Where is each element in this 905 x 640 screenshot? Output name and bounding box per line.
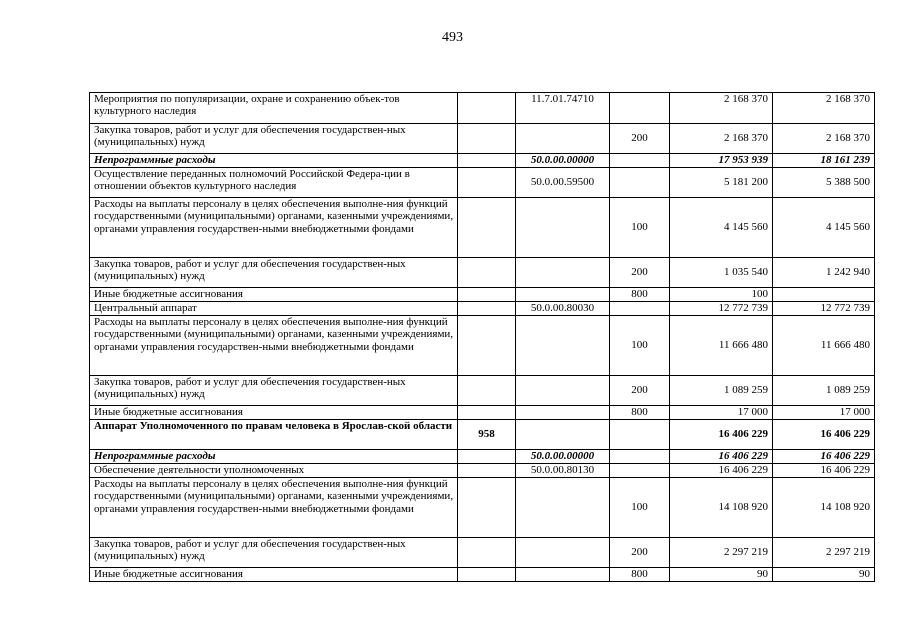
row-amount-2: 5 388 500 (773, 168, 875, 198)
row-target-article (516, 258, 610, 288)
row-name: Расходы на выплаты персоналу в целях обеспечения выполне-ния функций государственными (муниципальными) органами, казенными учреждениями, органами управления государствен-ными внебюджетными фондами (90, 198, 458, 258)
row-amount-1: 16 406 229 (670, 464, 773, 478)
row-target-article (516, 316, 610, 376)
row-amount-1: 1 035 540 (670, 258, 773, 288)
row-department-code (458, 538, 516, 568)
row-target-article (516, 406, 610, 420)
row-department-code (458, 302, 516, 316)
table-row (90, 198, 875, 258)
row-amount-2: 17 000 (773, 406, 875, 420)
row-department-code (458, 406, 516, 420)
row-expense-type: 800 (610, 288, 670, 302)
row-target-article: 11.7.01.74710 (516, 93, 610, 124)
row-target-article (516, 478, 610, 538)
row-amount-2: 18 161 239 (773, 154, 875, 168)
row-name: Непрограммные расходы (90, 450, 458, 464)
row-amount-1: 14 108 920 (670, 478, 773, 538)
row-target-article (516, 124, 610, 154)
row-expense-type: 200 (610, 124, 670, 154)
row-expense-type: 200 (610, 538, 670, 568)
row-expense-type (610, 464, 670, 478)
row-department-code (458, 258, 516, 288)
table-row (90, 568, 875, 582)
row-amount-1: 17 953 939 (670, 154, 773, 168)
table-row (90, 258, 875, 288)
row-amount-2: 2 168 370 (773, 124, 875, 154)
table-row (90, 288, 875, 302)
row-name: Расходы на выплаты персоналу в целях обеспечения выполне-ния функций государственными (муниципальными) органами, казенными учреждениями, органами управления государствен-ными внебюджетными фондами (90, 478, 458, 538)
row-amount-2: 16 406 229 (773, 450, 875, 464)
row-name: Закупка товаров, работ и услуг для обеспечения государствен-ных (муниципальных) нужд (90, 258, 458, 288)
row-name: Иные бюджетные ассигнования (90, 568, 458, 582)
row-department-code (458, 376, 516, 406)
row-target-article (516, 198, 610, 258)
row-amount-1: 5 181 200 (670, 168, 773, 198)
table-row (90, 316, 875, 376)
row-target-article: 50.0.00.00000 (516, 450, 610, 464)
row-amount-1: 2 168 370 (670, 93, 773, 124)
table-row (90, 538, 875, 568)
row-amount-2: 2 297 219 (773, 538, 875, 568)
row-amount-2: 2 168 370 (773, 93, 875, 124)
row-expense-type (610, 420, 670, 450)
row-expense-type (610, 168, 670, 198)
row-amount-1: 2 297 219 (670, 538, 773, 568)
row-department-code (458, 450, 516, 464)
row-department-code (458, 316, 516, 376)
row-amount-2: 1 242 940 (773, 258, 875, 288)
row-amount-1: 12 772 739 (670, 302, 773, 316)
row-amount-1: 16 406 229 (670, 420, 773, 450)
row-target-article: 50.0.00.59500 (516, 168, 610, 198)
row-department-code: 958 (458, 420, 516, 450)
row-name: Центральный аппарат (90, 302, 458, 316)
row-department-code (458, 568, 516, 582)
table-row (90, 376, 875, 406)
row-amount-1: 17 000 (670, 406, 773, 420)
row-target-article: 50.0.00.80030 (516, 302, 610, 316)
row-amount-2: 1 089 259 (773, 376, 875, 406)
row-name: Осуществление переданных полномочий Российской Федера-ции в отношении объектов культурного наследия (90, 168, 458, 198)
row-amount-1: 100 (670, 288, 773, 302)
row-expense-type: 100 (610, 478, 670, 538)
table-row (90, 124, 875, 154)
row-department-code (458, 198, 516, 258)
table-row (90, 93, 875, 124)
row-amount-1: 2 168 370 (670, 124, 773, 154)
row-expense-type: 100 (610, 198, 670, 258)
row-amount-2: 16 406 229 (773, 420, 875, 450)
table-row (90, 420, 875, 450)
row-department-code (458, 288, 516, 302)
row-name: Непрограммные расходы (90, 154, 458, 168)
row-expense-type: 800 (610, 406, 670, 420)
row-amount-2: 11 666 480 (773, 316, 875, 376)
row-department-code (458, 93, 516, 124)
row-name: Закупка товаров, работ и услуг для обеспечения государствен-ных (муниципальных) нужд (90, 538, 458, 568)
table-row (90, 154, 875, 168)
row-name: Аппарат Уполномоченного по правам человека в Ярослав-ской области (90, 420, 458, 450)
row-amount-2: 90 (773, 568, 875, 582)
row-expense-type: 800 (610, 568, 670, 582)
row-department-code (458, 168, 516, 198)
row-department-code (458, 124, 516, 154)
row-name: Мероприятия по популяризации, охране и сохранению объек-тов культурного наследия (90, 93, 458, 124)
row-target-article: 50.0.00.80130 (516, 464, 610, 478)
row-amount-2: 12 772 739 (773, 302, 875, 316)
row-name: Иные бюджетные ассигнования (90, 406, 458, 420)
row-amount-2: 16 406 229 (773, 464, 875, 478)
row-target-article (516, 568, 610, 582)
table-row (90, 464, 875, 478)
table-row (90, 478, 875, 538)
row-name: Расходы на выплаты персоналу в целях обеспечения выполне-ния функций государственными (муниципальными) органами, казенными учреждениями, органами управления государствен-ными внебюджетными фондами (90, 316, 458, 376)
row-expense-type (610, 154, 670, 168)
row-target-article (516, 288, 610, 302)
row-target-article (516, 538, 610, 568)
table-row (90, 168, 875, 198)
row-amount-1: 16 406 229 (670, 450, 773, 464)
row-name: Обеспечение деятельности уполномоченных (90, 464, 458, 478)
row-expense-type: 200 (610, 376, 670, 406)
row-name: Закупка товаров, работ и услуг для обеспечения государствен-ных (муниципальных) нужд (90, 124, 458, 154)
page-number: 493 (442, 30, 463, 45)
row-department-code (458, 478, 516, 538)
row-expense-type: 200 (610, 258, 670, 288)
row-amount-2: 4 145 560 (773, 198, 875, 258)
row-target-article: 50.0.00.00000 (516, 154, 610, 168)
row-expense-type (610, 302, 670, 316)
row-department-code (458, 464, 516, 478)
table-row (90, 302, 875, 316)
row-amount-1: 90 (670, 568, 773, 582)
row-amount-1: 11 666 480 (670, 316, 773, 376)
row-amount-2: 14 108 920 (773, 478, 875, 538)
table-row (90, 450, 875, 464)
row-target-article (516, 376, 610, 406)
budget-table-body (90, 93, 875, 582)
row-expense-type: 100 (610, 316, 670, 376)
budget-table (89, 92, 875, 582)
row-name: Иные бюджетные ассигнования (90, 288, 458, 302)
row-expense-type (610, 450, 670, 464)
table-row (90, 406, 875, 420)
row-target-article (516, 420, 610, 450)
row-amount-1: 1 089 259 (670, 376, 773, 406)
row-department-code (458, 154, 516, 168)
row-expense-type (610, 93, 670, 124)
row-amount-2 (773, 288, 875, 302)
row-name: Закупка товаров, работ и услуг для обеспечения государствен-ных (муниципальных) нужд (90, 376, 458, 406)
row-amount-1: 4 145 560 (670, 198, 773, 258)
